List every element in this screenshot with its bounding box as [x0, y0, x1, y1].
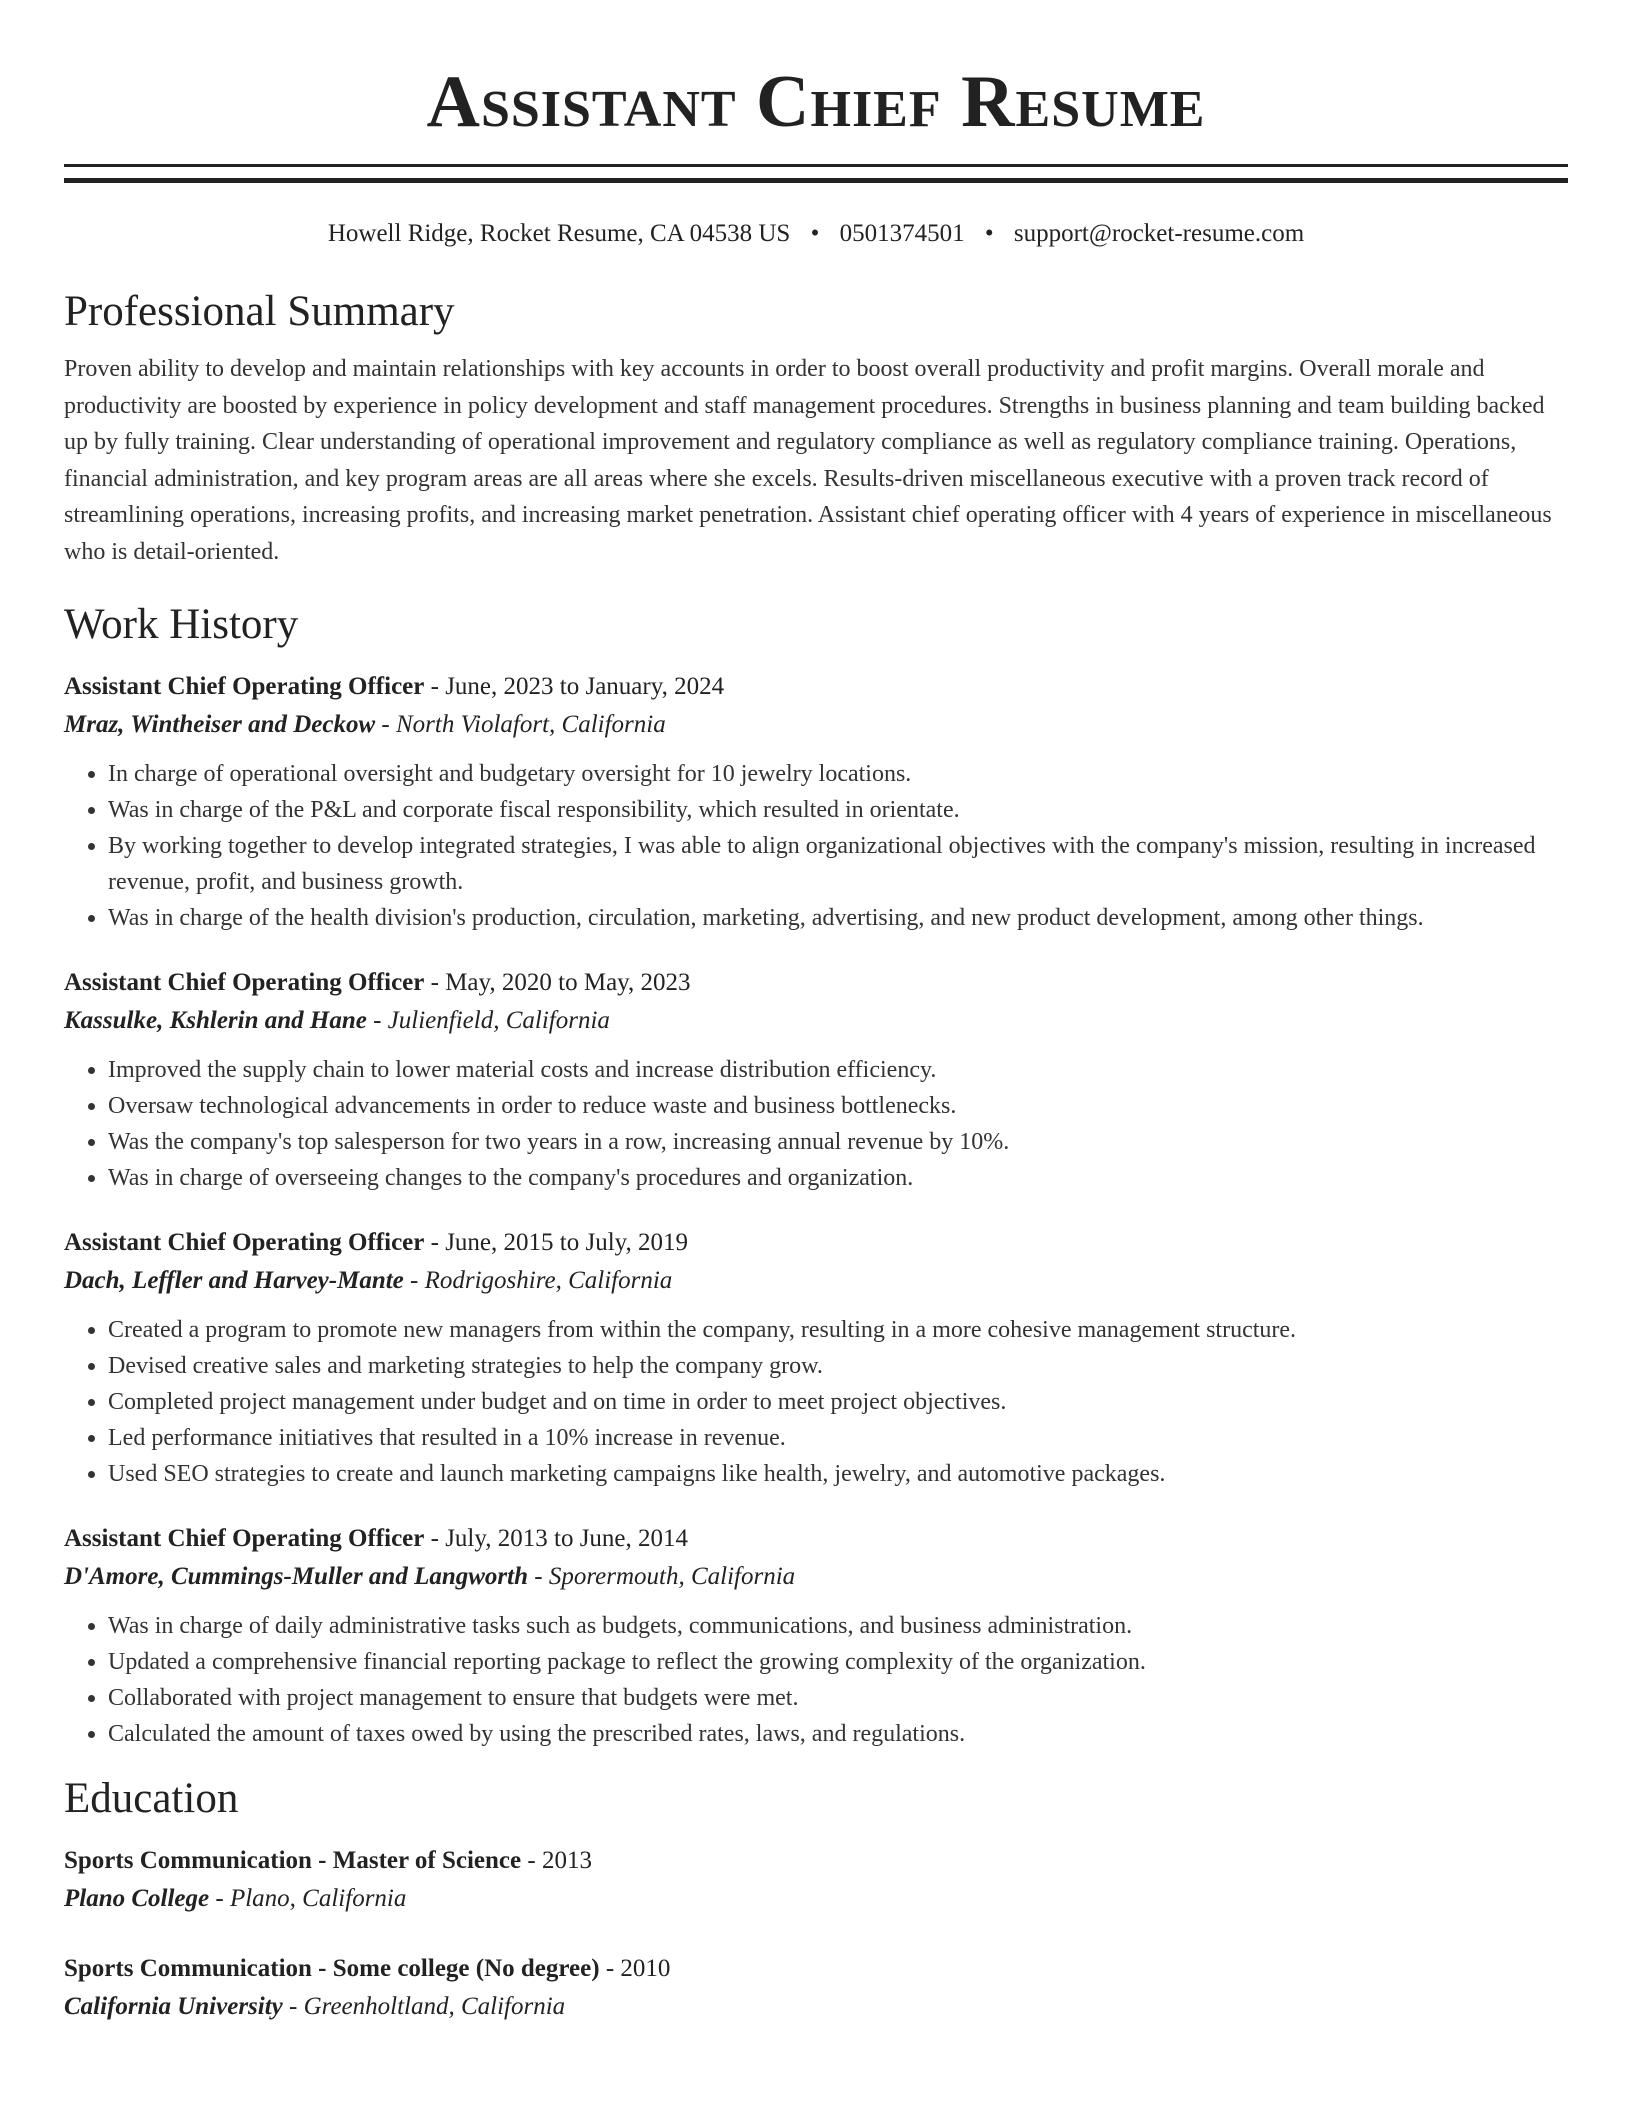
job-company-line	[64, 1558, 1568, 1596]
contact-address: Howell Ridge, Rocket Resume, CA 04538 US	[327, 220, 791, 247]
job-dates: - July, 2013 to June, 2014	[424, 1525, 689, 1552]
job-company-line	[64, 1002, 1568, 1040]
job-location: - Rodrigoshire, California	[403, 1267, 673, 1294]
contact-email: support@rocket-resume.com	[1013, 220, 1305, 247]
job-bullet: • Was in charge of the P&L and corporate fiscal responsibility, which resulted in orientate.	[108, 792, 1568, 828]
work-history-heading: Work History	[64, 601, 299, 648]
job-company: Mraz, Wintheiser and Deckow	[64, 711, 376, 738]
job-bullet: • Oversaw technological advancements in order to reduce waste and business bottlenecks.	[108, 1088, 1568, 1124]
job-bullet: • In charge of operational oversight and budgetary oversight for 10 jewelry locations.	[108, 756, 1568, 792]
job-dates: - June, 2015 to July, 2019	[424, 1229, 689, 1256]
education-school-line	[64, 1880, 1568, 1918]
job-entry	[64, 1520, 1568, 1752]
contact-separator: •	[810, 220, 820, 247]
education-degree-line	[64, 1950, 1568, 1988]
job-title-line	[64, 1520, 1568, 1558]
education-school: Plano College	[64, 1885, 210, 1912]
job-title: Assistant Chief Operating Officer	[64, 969, 425, 996]
education-degree: Sports Communication - Some college (No degree)	[64, 1955, 600, 1982]
job-bullets	[64, 1052, 1568, 1196]
education-school-line	[64, 1988, 1568, 2026]
job-bullet: • Updated a comprehensive financial reporting package to reflect the growing complexity of the organization.	[108, 1644, 1568, 1680]
job-dates: - June, 2023 to January, 2024	[424, 673, 725, 700]
education-entry	[64, 1950, 1568, 2026]
job-company: Kassulke, Kshlerin and Hane	[64, 1007, 367, 1034]
job-company-line	[64, 706, 1568, 744]
job-company-line	[64, 1262, 1568, 1300]
job-title: Assistant Chief Operating Officer	[64, 1525, 425, 1552]
job-bullet: • Used SEO strategies to create and launch marketing campaigns like health, jewelry, and automotive packages.	[108, 1456, 1568, 1492]
job-location: - Julienfield, California	[366, 1007, 610, 1034]
job-location: - Sporermouth, California	[528, 1563, 796, 1590]
job-bullet: • By working together to develop integrated strategies, I was able to align organizational objectives with the company's mission, resulting in increased revenue, profit, and business growth.	[108, 828, 1568, 900]
education-year: - 2013	[521, 1847, 592, 1874]
job-company: Dach, Leffler and Harvey-Mante	[64, 1267, 404, 1294]
education-heading: Education	[64, 1775, 239, 1822]
job-title: Assistant Chief Operating Officer	[64, 1229, 425, 1256]
education-year: - 2010	[599, 1955, 671, 1982]
summary-text: Proven ability to develop and maintain relationships with key accounts in order to boost overall productivity and profit margins. Overall morale and productivity are boosted by experience in policy development and staff management procedures. Strengths in business planning and team building backed up by fully training. Clear understanding of operational improvement and regulatory compliance as well as regulatory compliance training. Operations, financial administration, and key program areas are all areas where she excels. Results-driven miscellaneous executive with a proven track record of streamlining operations, increasing profits, and increasing market penetration. Assistant chief operating officer with 4 years of experience in miscellaneous who is detail-oriented.	[64, 356, 1552, 565]
contact-separator: •	[984, 220, 994, 247]
education-location: - Plano, California	[209, 1885, 407, 1912]
job-bullet: • Completed project management under budget and on time in order to meet project objectives.	[108, 1384, 1568, 1420]
job-dates: - May, 2020 to May, 2023	[424, 969, 691, 996]
resume-title: Assistant Chief Resume	[426, 61, 1206, 143]
job-title-line	[64, 1224, 1568, 1262]
job-bullet: • Was the company's top salesperson for two years in a row, increasing annual revenue by 10%.	[108, 1124, 1568, 1160]
job-bullet: • Was in charge of overseeing changes to the company's procedures and organization.	[108, 1160, 1568, 1196]
job-entry	[64, 668, 1568, 936]
job-bullets	[64, 1608, 1568, 1752]
education-location: - Greenholtland, California	[282, 1993, 566, 2020]
job-title: Assistant Chief Operating Officer	[64, 673, 425, 700]
job-bullet: • Calculated the amount of taxes owed by using the prescribed rates, laws, and regulations.	[108, 1716, 1568, 1752]
job-bullet: • Devised creative sales and marketing strategies to help the company grow.	[108, 1348, 1568, 1384]
job-entry	[64, 1224, 1568, 1492]
job-bullet: • Led performance initiatives that resulted in a 10% increase in revenue.	[108, 1420, 1568, 1456]
job-bullet: • Created a program to promote new managers from within the company, resulting in a more cohesive management structure.	[108, 1312, 1568, 1348]
job-bullet: • Was in charge of the health division's production, circulation, marketing, advertising, and new product development, among other things.	[108, 900, 1568, 936]
summary-heading: Professional Summary	[64, 288, 455, 335]
job-bullet: • Collaborated with project management to ensure that budgets were met.	[108, 1680, 1568, 1716]
education-entry	[64, 1842, 1568, 1918]
job-bullets	[64, 1312, 1568, 1492]
job-location: - North Violafort, California	[375, 711, 666, 738]
job-entry	[64, 964, 1568, 1196]
education-degree-line	[64, 1842, 1568, 1880]
job-bullet: • Was in charge of daily administrative tasks such as budgets, communications, and business administration.	[108, 1608, 1568, 1644]
education-degree: Sports Communication - Master of Science	[64, 1847, 522, 1874]
contact-phone: 0501374501	[839, 220, 965, 247]
title-divider	[64, 164, 1568, 183]
job-title-line	[64, 668, 1568, 706]
job-bullets	[64, 756, 1568, 936]
job-company: D'Amore, Cummings-Muller and Langworth	[64, 1563, 529, 1590]
job-title-line	[64, 964, 1568, 1002]
job-bullet: • Improved the supply chain to lower material costs and increase distribution efficiency.	[108, 1052, 1568, 1088]
education-school: California University	[64, 1993, 283, 2020]
contact-line	[64, 219, 1568, 249]
